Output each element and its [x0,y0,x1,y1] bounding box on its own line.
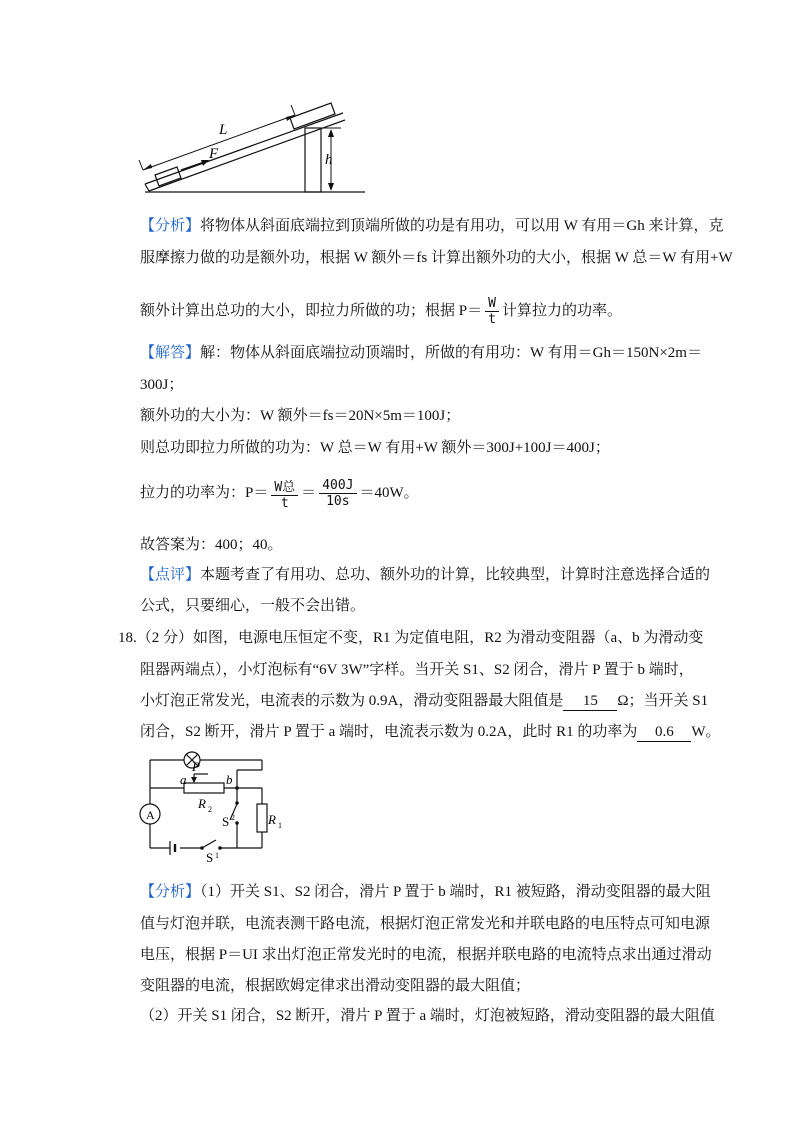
analysis17-line3: 额外计算出总功的大小，即拉力所做的功；根据 P＝ $\frac{W}{t}$ 计算拉力的功率。 [140,296,622,327]
label-R1-sub: 1 [278,821,282,830]
analysis17-line2: 服摩擦力做的功是额外功，根据 W 额外＝fs 计算出额外功的大小，根据 W 总＝W 有用+W [140,250,733,266]
question-number: 18. [118,630,137,646]
label-S1: S [206,850,214,865]
solution17-answer: 故答案为：400；40。 [140,537,283,553]
answer-blank-2: 0.6 [637,724,691,742]
analysis18-line4: 变阻器的电流，根据欧姆定律求出滑动变阻器的最大阻值； [140,978,531,994]
label-h: h [325,152,333,168]
label-S2-sub: 2 [231,813,235,822]
comment17-line1: 【点评】本题考查了有用功、总功、额外功的计算，比较典型，计算时注意选择合适的 [140,567,711,583]
solution17-power: 拉力的功率为：P＝ $\frac{\text{W总}}{t}$ ＝ $\frac{400J}{10s}$ ＝40W。 [140,478,419,511]
label-a: a [180,772,187,787]
analysis17-line1: 【分析】将物体从斜面底端拉到顶端所做的功是有用功，可以用 W 有用＝Gh 来计算，克 [140,218,724,234]
answer-blank-1: 15 [563,693,617,711]
label-S1-sub: 1 [215,851,219,860]
q18-line1: 18.（2 分）如图，电源电压恒定不变，R1 为定值电阻，R2 为滑动变阻器（a、b 为滑动变 [118,630,704,646]
ammeter-label: A [146,808,155,822]
analysis18-line1: 【分析】（1）开关 S1、S2 闭合，滑片 P 置于 b 端时，R1 被短路，滑动变阻器的最大阻 [140,884,711,900]
q18-line2: 阻器两端点），小灯泡标有“6V 3W”字样。当开关 S1、S2 闭合，滑片 P 置于 b 端时， [140,662,694,678]
analysis18-line5: （2）开关 S1 闭合，S2 断开，滑片 P 置于 a 端时，灯泡被短路，滑动变阻器的最大阻值 [140,1008,715,1024]
label-R2: R [198,796,206,811]
analysis18-line2: 值与灯泡并联，电流表测干路电流，根据灯泡正常发光和并联电路的电压特点可知电源 [140,916,711,932]
label-L: L [219,122,228,138]
fraction-w-over-t: $\frac{W}{t}$ [485,296,499,327]
solution17-line3: 额外功的大小为：W 额外＝fs＝20N×5m＝100J； [140,408,461,424]
analysis18-line3: 电压，根据 P＝UI 求出灯泡正常发光时的电流，根据并联电路的电流特点求出通过滑动 [140,947,712,963]
solution17-line4: 则总功即拉力所做的功为：W 总＝W 有用+W 额外＝300J+100J＝400J； [140,440,610,456]
label-R1: R [268,812,276,827]
q18-line3: 小灯泡正常发光，电流表的示数为 0.9A，滑动变阻器最大阻值是 15 Ω；当开关 S1 [140,693,709,709]
solution-tag: 【解答】 [140,345,201,361]
comment17-line2: 公式，只要细心，一般不会出错。 [140,598,366,614]
solution17-line1: 【解答】解：物体从斜面底端拉动顶端时，所做的有用功：W 有用＝Gh＝150N×2m＝ [140,345,702,361]
label-F: F [209,146,219,162]
incline-figure [135,92,375,198]
label-P: P [192,759,200,774]
circuit-figure [132,740,282,865]
analysis-tag: 【分析】 [140,218,201,234]
fraction-400J-over-10s: $\frac{400J}{10s}$ [319,478,356,509]
analysis-tag: 【分析】 [140,884,201,900]
comment-tag: 【点评】 [140,567,201,583]
label-b: b [226,772,233,787]
fraction-wtotal-over-t: $\frac{\text{W总}}{t}$ [271,476,298,511]
label-R2-sub: 2 [208,805,212,814]
label-S2: S [222,814,230,829]
q18-line4: 闭合，S2 断开，滑片 P 置于 a 端时，电流表示数为 0.2A，此时 R1 的功率为 0.6 W。 [140,724,721,740]
solution17-line2: 300J； [140,377,184,393]
